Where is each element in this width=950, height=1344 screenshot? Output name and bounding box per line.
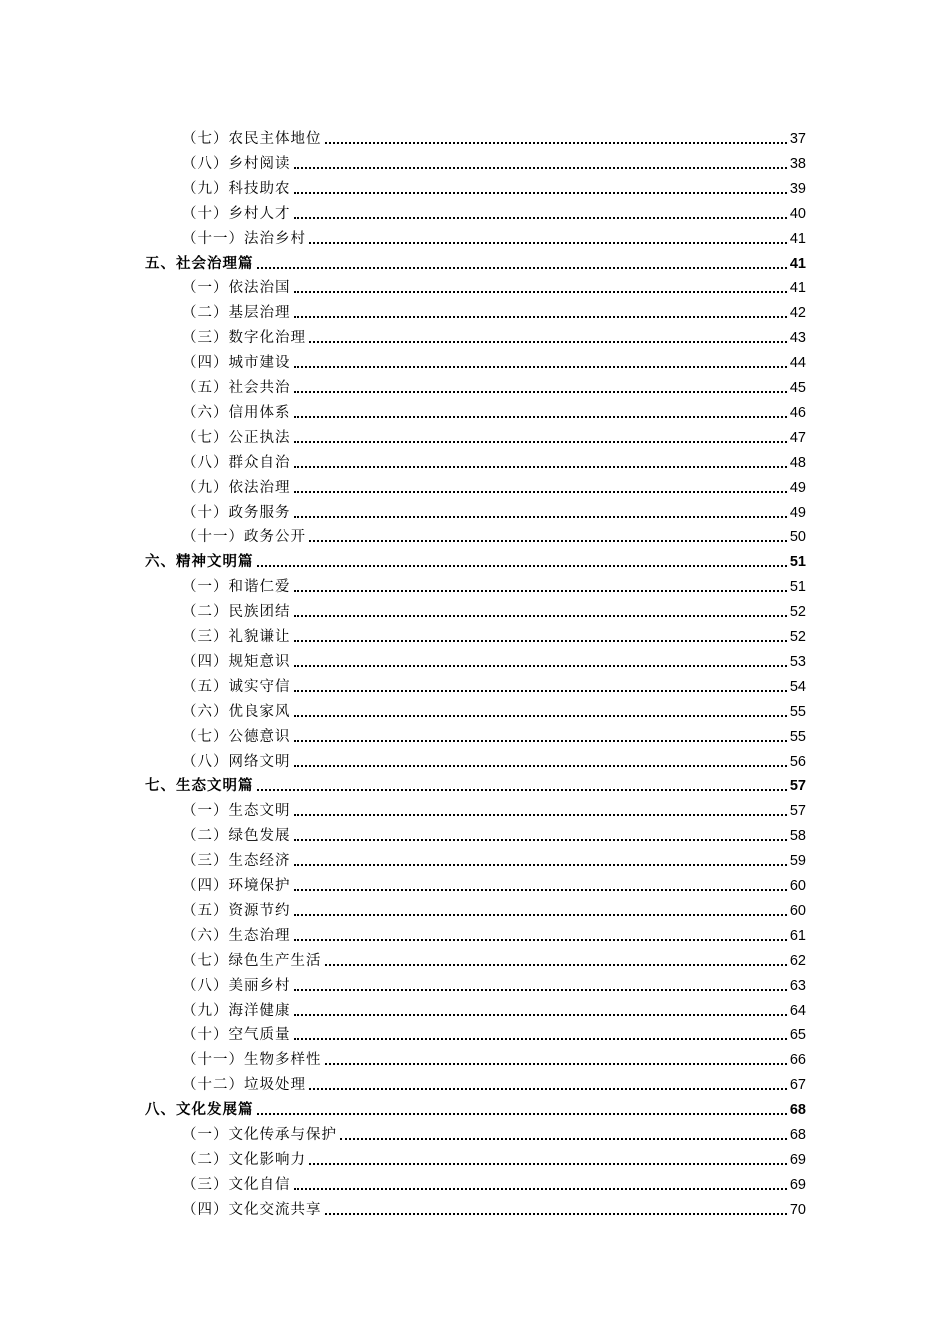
toc-entry-page-number: 62 (789, 952, 806, 969)
toc-entry-page-number: 41 (789, 255, 806, 272)
dot-leader (294, 167, 787, 169)
dot-leader (294, 640, 787, 642)
toc-entry-page-number: 46 (789, 404, 806, 421)
toc-entry-page-number: 59 (789, 853, 806, 870)
toc-entry-label: （五）诚实守信 (182, 678, 291, 695)
toc-entry-label: （十）空气质量 (182, 1027, 291, 1044)
toc-entry-page-number: 60 (789, 902, 806, 919)
dot-leader (340, 1138, 787, 1140)
toc-entry-page-number: 52 (789, 629, 806, 645)
toc-entry-label: （十）政务服务 (182, 504, 291, 521)
toc-entry-label: 八、文化发展篇 (145, 1102, 254, 1119)
dot-leader (294, 889, 787, 891)
toc-entry-label: （三）礼貌谦让 (182, 629, 291, 645)
toc-entry-label: （一）文化传承与保护 (182, 1127, 337, 1143)
toc-section-heading[interactable] (145, 1095, 806, 1119)
toc-entry[interactable] (182, 821, 806, 845)
toc-entry[interactable] (182, 597, 806, 621)
toc-entry[interactable] (182, 522, 806, 546)
toc-entry-label: 六、精神文明篇 (145, 554, 254, 571)
toc-entry[interactable] (182, 697, 806, 721)
toc-entry-label: （四）文化交流共享 (182, 1201, 322, 1218)
toc-entry-label: （三）生态经济 (182, 853, 291, 870)
toc-entry-page-number: 51 (789, 579, 806, 596)
dot-leader (309, 540, 787, 542)
toc-entry-label: （十二）垃圾处理 (182, 1077, 306, 1094)
toc-entry[interactable] (182, 921, 806, 945)
toc-entry[interactable] (182, 971, 806, 995)
toc-entry-page-number: 39 (789, 180, 806, 197)
dot-leader (294, 491, 787, 493)
toc-entry[interactable] (182, 174, 806, 198)
toc-entry-page-number: 47 (789, 429, 806, 446)
dot-leader (257, 267, 787, 269)
dot-leader (325, 964, 787, 966)
toc-entry-page-number: 60 (789, 878, 806, 894)
dot-leader (294, 665, 787, 667)
toc-entry-page-number: 63 (789, 977, 806, 994)
toc-entry-page-number: 70 (789, 1201, 806, 1218)
dot-leader (257, 789, 787, 791)
toc-entry[interactable] (182, 298, 806, 322)
dot-leader (294, 391, 787, 393)
dot-leader (294, 192, 787, 194)
toc-entry-label: 五、社会治理篇 (145, 255, 254, 272)
toc-entry-page-number: 67 (789, 1077, 806, 1094)
toc-entry[interactable] (182, 273, 806, 297)
toc-entry[interactable] (182, 398, 806, 422)
toc-entry-page-number: 58 (789, 828, 806, 845)
toc-entry-label: （三）文化自信 (182, 1176, 291, 1193)
toc-entry-page-number: 57 (789, 803, 806, 820)
dot-leader (294, 765, 787, 767)
toc-entry-page-number: 65 (789, 1027, 806, 1044)
toc-entry-page-number: 37 (789, 131, 806, 147)
toc-entry-page-number: 68 (789, 1127, 806, 1143)
toc-entry-page-number: 44 (789, 355, 806, 372)
toc-entry-page-number: 48 (789, 454, 806, 471)
toc-entry-page-number: 45 (789, 380, 806, 396)
dot-leader (325, 1213, 787, 1215)
toc-entry-page-number: 69 (789, 1151, 806, 1168)
dot-leader (294, 590, 787, 592)
toc-entry[interactable] (182, 896, 806, 920)
toc-entry[interactable] (182, 149, 806, 173)
toc-entry-page-number: 40 (789, 205, 806, 222)
toc-entry-label: （三）数字化治理 (182, 330, 306, 347)
toc-entry-page-number: 61 (789, 927, 806, 944)
toc-entry-label: （二）民族团结 (182, 604, 291, 621)
dot-leader (294, 1188, 787, 1190)
toc-entry-label: （六）信用体系 (182, 404, 291, 421)
toc-entry-page-number: 41 (789, 280, 806, 297)
toc-entry-page-number: 38 (789, 155, 806, 172)
toc-entry[interactable] (182, 1145, 806, 1169)
toc-entry-page-number: 55 (789, 728, 806, 745)
toc-entry-label: （四）规矩意识 (182, 653, 291, 670)
toc-entry-label: （六）生态治理 (182, 927, 291, 944)
toc-entry-label: （七）绿色生产生活 (182, 952, 322, 969)
toc-entry-page-number: 53 (789, 653, 806, 670)
dot-leader (294, 814, 787, 816)
toc-entry[interactable] (182, 423, 806, 447)
toc-entry-page-number: 69 (789, 1176, 806, 1193)
toc-entry[interactable] (182, 722, 806, 746)
toc-entry[interactable] (182, 373, 806, 397)
dot-leader (294, 1038, 787, 1040)
toc-entry-label: （九）科技助农 (182, 180, 291, 197)
dot-leader (294, 316, 787, 318)
dot-leader (294, 615, 787, 617)
dot-leader (294, 416, 787, 418)
toc-entry-label: （十）乡村人才 (182, 205, 291, 222)
toc-entry-label: （七）公正执法 (182, 429, 291, 446)
toc-entry[interactable] (182, 348, 806, 372)
dot-leader (309, 1088, 787, 1090)
toc-entry-label: （十一）生物多样性 (182, 1052, 322, 1069)
toc-entry[interactable] (182, 846, 806, 870)
dot-leader (294, 939, 787, 941)
toc-entry-page-number: 41 (789, 230, 806, 247)
dot-leader (325, 142, 787, 144)
dot-leader (294, 914, 787, 916)
toc-entry-label: （四）城市建设 (182, 355, 291, 372)
toc-entry[interactable] (182, 1170, 806, 1194)
toc-entry-page-number: 42 (789, 305, 806, 322)
dot-leader (294, 715, 787, 717)
toc-entry-label: （八）网络文明 (182, 753, 291, 770)
dot-leader (294, 291, 787, 293)
dot-leader (257, 565, 787, 567)
dot-leader (309, 1163, 787, 1165)
dot-leader (294, 740, 787, 742)
toc-entry-page-number: 49 (789, 479, 806, 496)
dot-leader (294, 366, 787, 368)
dot-leader (294, 690, 787, 692)
toc-entry[interactable] (182, 747, 806, 771)
dot-leader (294, 839, 787, 841)
toc-entry-label: （二）绿色发展 (182, 828, 291, 845)
toc-entry-page-number: 64 (789, 1002, 806, 1019)
toc-entry-page-number: 56 (789, 753, 806, 770)
toc-entry-label: （九）依法治理 (182, 479, 291, 496)
toc-entry-label: （一）依法治国 (182, 280, 291, 297)
toc-entry-label: （七）公德意识 (182, 728, 291, 745)
toc-entry[interactable] (182, 1070, 806, 1094)
toc-entry-page-number: 51 (789, 554, 806, 571)
toc-entry-page-number: 68 (789, 1102, 806, 1119)
dot-leader (294, 1014, 787, 1016)
toc-entry[interactable] (182, 473, 806, 497)
toc-entry-label: （二）基层治理 (182, 305, 291, 322)
toc-entry[interactable] (182, 498, 806, 522)
dot-leader (294, 217, 787, 219)
toc-entry[interactable] (182, 224, 806, 248)
toc-entry-label: （六）优良家风 (182, 703, 291, 720)
toc-entry[interactable] (182, 871, 806, 895)
dot-leader (325, 1063, 787, 1065)
dot-leader (309, 341, 787, 343)
dot-leader (294, 441, 787, 443)
toc-entry-page-number: 55 (789, 703, 806, 720)
dot-leader (257, 1113, 787, 1115)
toc-entry[interactable] (182, 1120, 806, 1144)
toc-entry[interactable] (182, 672, 806, 696)
toc-entry[interactable] (182, 647, 806, 671)
toc-entry[interactable] (182, 1045, 806, 1069)
toc-entry[interactable] (182, 796, 806, 820)
toc-section-heading[interactable] (145, 771, 806, 795)
toc-entry[interactable] (182, 199, 806, 223)
toc-section-heading[interactable] (145, 547, 806, 571)
dot-leader (309, 242, 787, 244)
toc-entry-page-number: 54 (789, 678, 806, 695)
toc-entry[interactable] (182, 1020, 806, 1044)
toc-entry[interactable] (182, 124, 806, 148)
toc-entry-label: （十一）法治乡村 (182, 230, 306, 247)
toc-entry-label: （十一）政务公开 (182, 529, 306, 546)
toc-entry-label: （五）社会共治 (182, 380, 291, 396)
toc-entry-label: （二）文化影响力 (182, 1151, 306, 1168)
dot-leader (294, 989, 787, 991)
toc-entry-label: （八）美丽乡村 (182, 977, 291, 994)
toc-entry-label: （一）生态文明 (182, 803, 291, 820)
toc-entry-page-number: 43 (789, 330, 806, 347)
toc-entry[interactable] (182, 946, 806, 970)
toc-entry-label: 七、生态文明篇 (145, 778, 254, 795)
toc-entry[interactable] (182, 323, 806, 347)
toc-entry[interactable] (182, 448, 806, 472)
toc-entry-label: （一）和谐仁爱 (182, 579, 291, 596)
toc-entry-page-number: 57 (789, 778, 806, 795)
dot-leader (294, 466, 787, 468)
toc-entry-label: （五）资源节约 (182, 902, 291, 919)
toc-entry-label: （八）群众自治 (182, 454, 291, 471)
toc-entry-label: （七）农民主体地位 (182, 131, 322, 147)
toc-entry-page-number: 66 (789, 1052, 806, 1069)
toc-entry-page-number: 52 (789, 604, 806, 621)
toc-entry[interactable] (182, 1195, 806, 1219)
toc-entry-label: （八）乡村阅读 (182, 155, 291, 172)
toc-entry-label: （九）海洋健康 (182, 1002, 291, 1019)
dot-leader (294, 864, 787, 866)
toc-section-heading[interactable] (145, 249, 806, 273)
dot-leader (294, 516, 787, 518)
toc-entry[interactable] (182, 622, 806, 646)
toc-entry[interactable] (182, 572, 806, 596)
toc-entry-page-number: 49 (789, 504, 806, 521)
toc-entry-label: （四）环境保护 (182, 878, 291, 894)
toc-entry[interactable] (182, 996, 806, 1020)
toc-entry-page-number: 50 (789, 529, 806, 546)
